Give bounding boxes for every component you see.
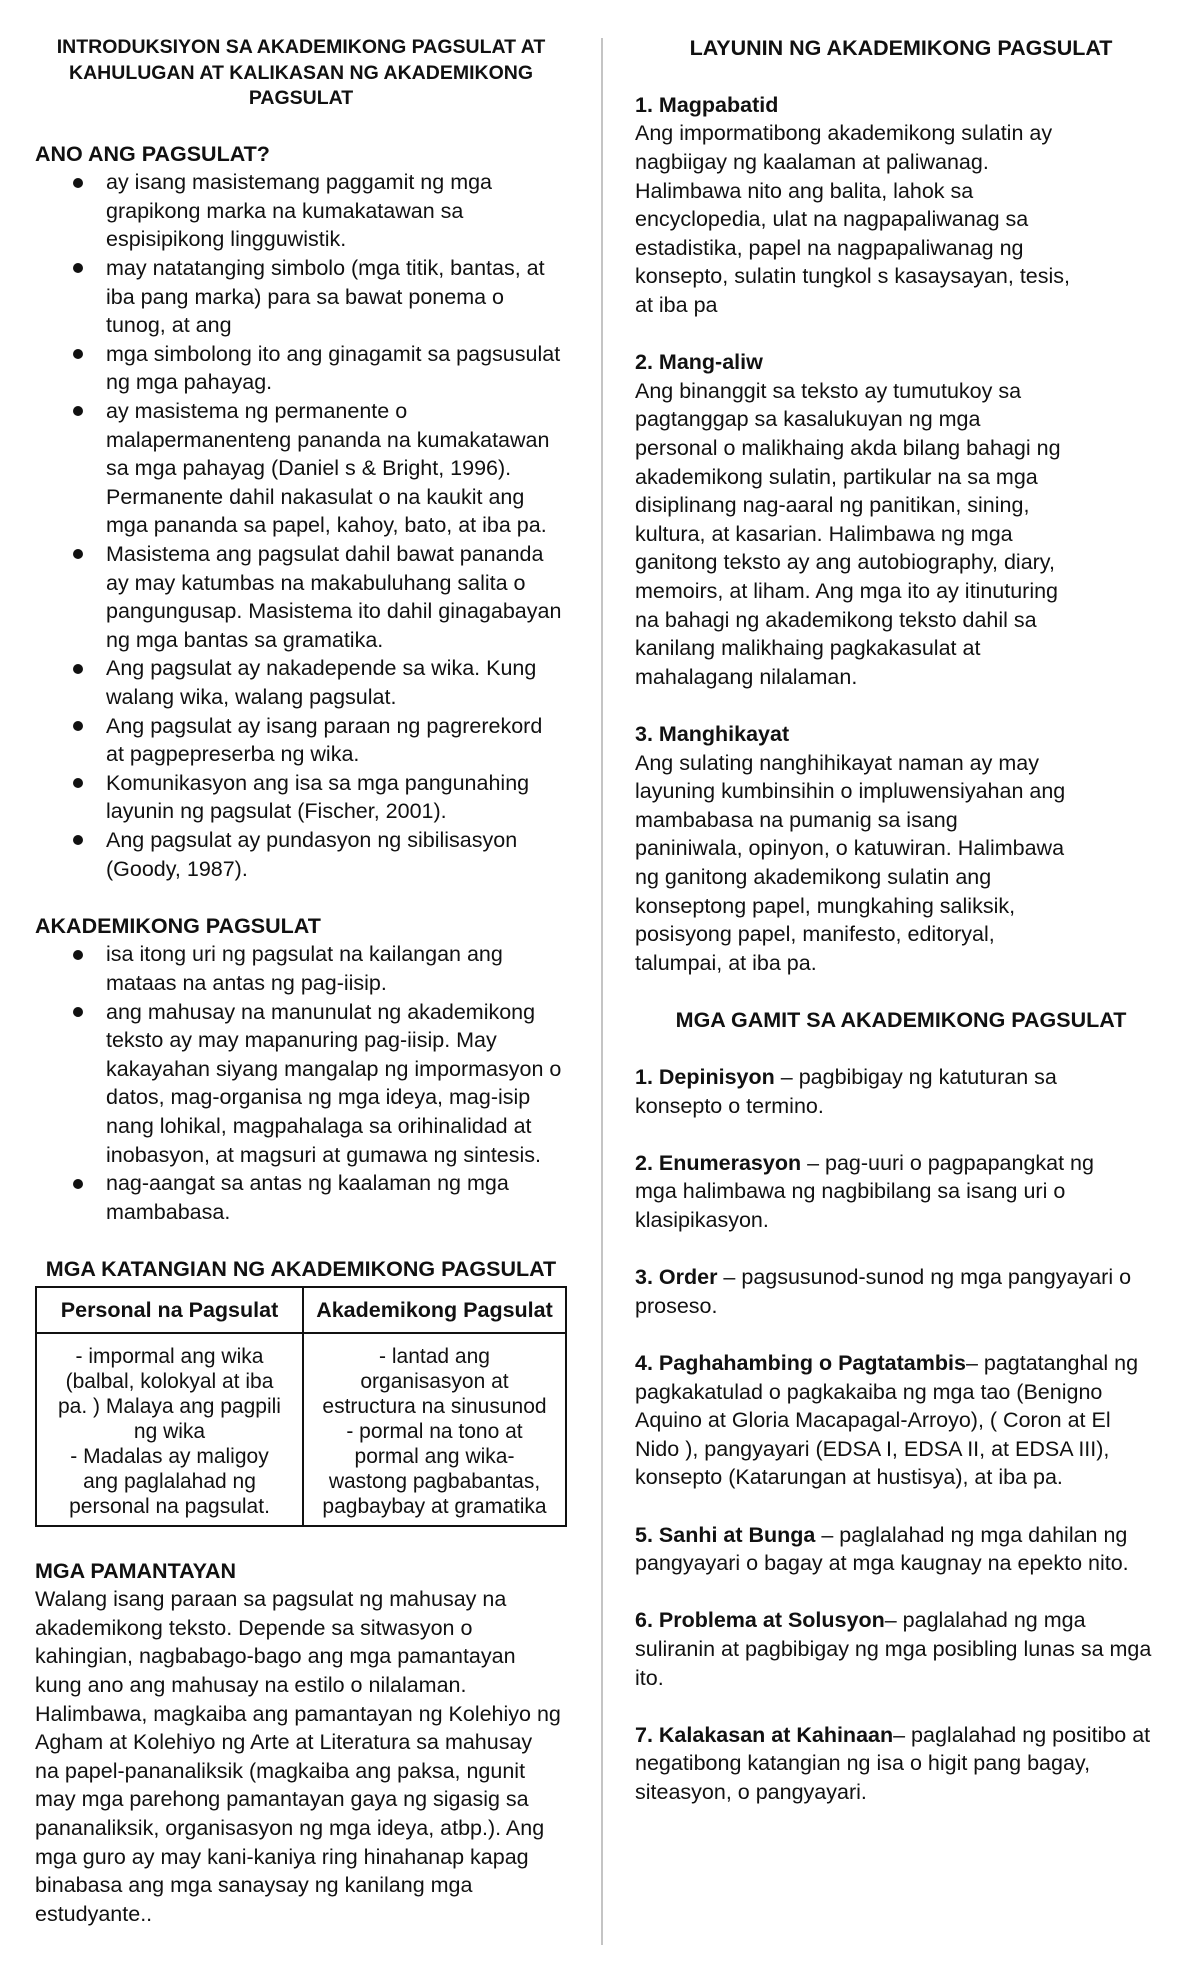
katangian-table: [35, 1286, 567, 1527]
gamit-description: – pagbibigay ng katuturan sa konsepto o termino.: [635, 1065, 1057, 1118]
bullet-item: [35, 826, 567, 883]
gamit-term: 7. Kalakasan at Kahinaan: [635, 1722, 894, 1747]
bullet-item: [35, 769, 567, 826]
gamit-item: [635, 1063, 1167, 1120]
layunin-item: [635, 348, 1167, 691]
left-column: [35, 0, 567, 1976]
layunin-item: [635, 720, 1167, 977]
bullet-icon: [73, 664, 83, 674]
bullet-text: Ang pagsulat ay isang paraan ng pagrerekord at pagpepreserba ng wika.: [106, 713, 543, 767]
section-pamantayan: [35, 1557, 567, 1929]
layunin-title: 2. Mang-aliw: [635, 350, 763, 375]
section-ano-ang-pagsulat: [35, 140, 567, 883]
section-katangian: [35, 1255, 567, 1284]
bullet-icon: [73, 263, 83, 273]
layunin-title: 1. Magpabatid: [635, 92, 779, 117]
section-heading: LAYUNIN NG AKADEMIKONG PAGSULAT: [689, 35, 1113, 60]
section-akademikong-pagsulat: [35, 912, 567, 1227]
paragraph: Walang isang paraan sa pagsulat ng mahusay na akademikong teksto. Depende sa sitwasyon o kahingian, nagbabago-bago ang mga pamantayan kung ano ang mahusay na estilo o nilalaman. Halimbawa, magkaiba ang pamantayan ng Kolehiyo ng Agham at Kolehiyo ng Arte at Literatura sa mahusay na papel-pananaliksik (magkaiba ang paksa, ngunit may mga parehong pamantayan gaya ng sigasig sa pananaliksik, organisasyon ng mga ideya, atbp.). Ang mga guro ay may kani-kaniya ring hinahanap kapag binabasa ang mga sanaysay ng kanilang mga estudyante..: [35, 1587, 561, 1926]
gamit-term: 1. Depinisyon: [635, 1065, 775, 1090]
bullet-item: [35, 1169, 567, 1226]
bullet-text: isa itong uri ng pagsulat na kailangan ang mataas na antas ng pag-iisip.: [106, 942, 503, 996]
bullet-text: Komunikasyon ang isa sa mga pangunahing layunin ng pagsulat (Fischer, 2001).: [106, 770, 530, 824]
gamit-description: – pagsusunod-sunod ng mga pangyayari o proseso.: [635, 1265, 1132, 1318]
bullet-item: [35, 397, 567, 540]
bullet-text: nag-aangat sa antas ng kaalaman ng mga mambabasa.: [106, 1171, 509, 1224]
table-row: [37, 1334, 565, 1525]
gamit-item: [635, 1149, 1167, 1235]
section-heading: ANO ANG PAGSULAT?: [35, 141, 270, 166]
bullet-list: [35, 940, 567, 1226]
bullet-icon: [73, 778, 83, 788]
bullet-icon: [73, 549, 83, 559]
document-title: INTRODUKSIYON SA AKADEMIKONG PAGSULAT AT KAHULUGAN AT KALIKASAN NG AKADEMIKONG PAGSULAT: [56, 36, 546, 109]
gamit-term: 4. Paghahambing o Pagtatambis: [635, 1351, 966, 1375]
bullet-item: [35, 540, 567, 654]
bullet-item: [35, 998, 567, 1170]
section-heading: MGA GAMIT SA AKADEMIKONG PAGSULAT: [675, 1007, 1127, 1032]
bullet-item: [35, 712, 567, 769]
column-divider: [601, 38, 603, 1945]
gamit-item: [635, 1521, 1167, 1578]
table-header-row: [37, 1288, 565, 1334]
gamit-term: 2. Enumerasyon: [635, 1150, 802, 1175]
layunin-text: Ang sulating nanghihikayat naman ay may layuning kumbinsihin o impluwensiyahan ang mambabasa na pumanig sa isang paniniwala, opinyon, o katuwiran. Halimbawa ng ganitong akademikong sulatin ang konseptong papel, mungkahing saliksik, posisyong papel, manifesto, editoryal, talumpai, at iba pa.: [635, 750, 1066, 975]
bullet-item: [35, 168, 567, 254]
gamit-term: 3. Order: [635, 1265, 718, 1290]
bullet-item: [35, 254, 567, 340]
bullet-icon: [73, 1179, 83, 1189]
table-cell: - impormal ang wika (balbal, kolokyal at iba pa. ) Malaya ang pagpili ng wika - Madalas ay maligoy ang paglalahad ng personal na pagsulat.: [58, 1345, 281, 1518]
section-heading: MGA KATANGIAN NG AKADEMIKONG PAGSULAT: [45, 1257, 557, 1282]
bullet-list: [35, 168, 567, 883]
bullet-text: may natatanging simbolo (mga titik, bantas, at iba pang marka) para sa bawat ponema o tunog, at ang: [106, 256, 545, 338]
layunin-item: [635, 91, 1167, 320]
bullet-icon: [73, 950, 83, 960]
gamit-item: [635, 1606, 1167, 1692]
bullet-icon: [73, 349, 83, 359]
gamit-term: 5. Sanhi at Bunga: [635, 1522, 816, 1547]
gamit-description: – paglalahad ng mga dahilan ng pangyayari o bagay at mga kaugnay na epekto nito.: [635, 1522, 1129, 1576]
bullet-text: Ang pagsulat ay nakadepende sa wika. Kung walang wika, walang pagsulat.: [106, 656, 537, 709]
bullet-icon: [73, 835, 83, 845]
gamit-description: – paglalahad ng mga suliranin at pagbibigay ng mga posibling lunas sa mga ito.: [635, 1608, 1152, 1690]
right-column: [635, 34, 1167, 1807]
bullet-item: [35, 940, 567, 997]
bullet-icon: [73, 178, 83, 188]
section-heading: MGA PAMANTAYAN: [35, 1558, 237, 1583]
bullet-item: [35, 654, 567, 711]
bullet-text: Masistema ang pagsulat dahil bawat pananda ay may katumbas na makabuluhang salita o pangungusap. Masistema ito dahil ginagabayan ng mga bantas sa gramatika.: [106, 542, 562, 652]
gamit-item: [635, 1721, 1167, 1807]
bullet-text: ay masistema ng permanente o malapermanenteng pananda na kumakatawan sa mga pahayag (Daniel s & Bright, 1996). Permanente dahil nakasulat o na kaukit ang mga pananda sa papel, kahoy, bato, at iba pa.: [106, 399, 550, 538]
bullet-text: ang mahusay na manunulat ng akademikong teksto ay may mapanuring pag-iisip. May kakayahan siyang mangalap ng impormasyon o datos, mag-organisa ng mga ideya, mag-isip nang lohikal, magpahalaga sa orihinalidad at inobasyon, at magsuri at gumawa ng sintesis.: [106, 999, 562, 1167]
layunin-title: 3. Manghikayat: [635, 721, 790, 746]
bullet-item: [35, 340, 567, 397]
layunin-text: Ang binanggit sa teksto ay tumutukoy sa pagtanggap sa kasalukuyan ng mga personal o malikhaing akda bilang bahagi ng akademikong sulatin, partikular na sa mga disiplinang nag-aaral ng panitikan, sining, kultura, at kasarian. Halimbawa ng mga ganitong teksto ay ang autobiography, diary, memoirs, at liham. Ang mga ito ay itinuturing na bahagi ng akademikong teksto dahil sa kanilang malikhaing pagkakasulat at mahalagang nilalaman.: [635, 378, 1061, 689]
gamit-description: – pag-uuri o pagpapangkat ng mga halimbawa ng nagbibilang sa isang uri o klasipikasyon.: [635, 1150, 1094, 1233]
bullet-icon: [73, 721, 83, 731]
table-header-cell: Personal na Pagsulat: [60, 1298, 279, 1322]
table-cell: - lantad ang organisasyon at estructura na sinusunod - pormal na tono at pormal ang wika- wastong pagbabantas, pagbaybay at gramatika: [302, 1334, 565, 1525]
bullet-icon: [73, 1007, 83, 1017]
gamit-description: – pagtatanghal ng pagkakatulad o pagkakaiba ng mga tao (Benigno Aquino at Gloria Macapagal-Arroyo), ( Coron at El Nido ), pangyayari (EDSA I, EDSA II, at EDSA III), konsepto (Katarungan at hustisya), at iba pa.: [635, 1351, 1139, 1490]
gamit-item: [635, 1263, 1167, 1320]
bullet-icon: [73, 406, 83, 416]
section-heading: AKADEMIKONG PAGSULAT: [35, 913, 321, 938]
gamit-term: 6. Problema at Solusyon: [635, 1608, 885, 1633]
bullet-text: ay isang masistemang paggamit ng mga grapikong marka na kumakatawan sa espisipikong lingguwistik.: [106, 170, 493, 252]
gamit-description: – paglalahad ng positibo at negatibong katangian ng isa o higit pang bagay, siteasyon, o pangyayari.: [635, 1722, 1151, 1804]
bullet-text: Ang pagsulat ay pundasyon ng sibilisasyon (Goody, 1987).: [106, 827, 518, 881]
layunin-text: Ang impormatibong akademikong sulatin ay nagbiigay ng kaalaman at paliwanag. Halimbawa nito ang balita, lahok sa encyclopedia, ulat na nagpapaliwanag sa estadistika, papel na nagpapaliwanag ng konsepto, sulatin tungkol s kasaysayan, tesis, at iba pa: [635, 121, 1071, 318]
gamit-item: [635, 1349, 1167, 1492]
bullet-text: mga simbolong ito ang ginagamit sa pagsusulat ng mga pahayag.: [106, 341, 561, 395]
table-header-cell: Akademikong Pagsulat: [302, 1288, 565, 1332]
